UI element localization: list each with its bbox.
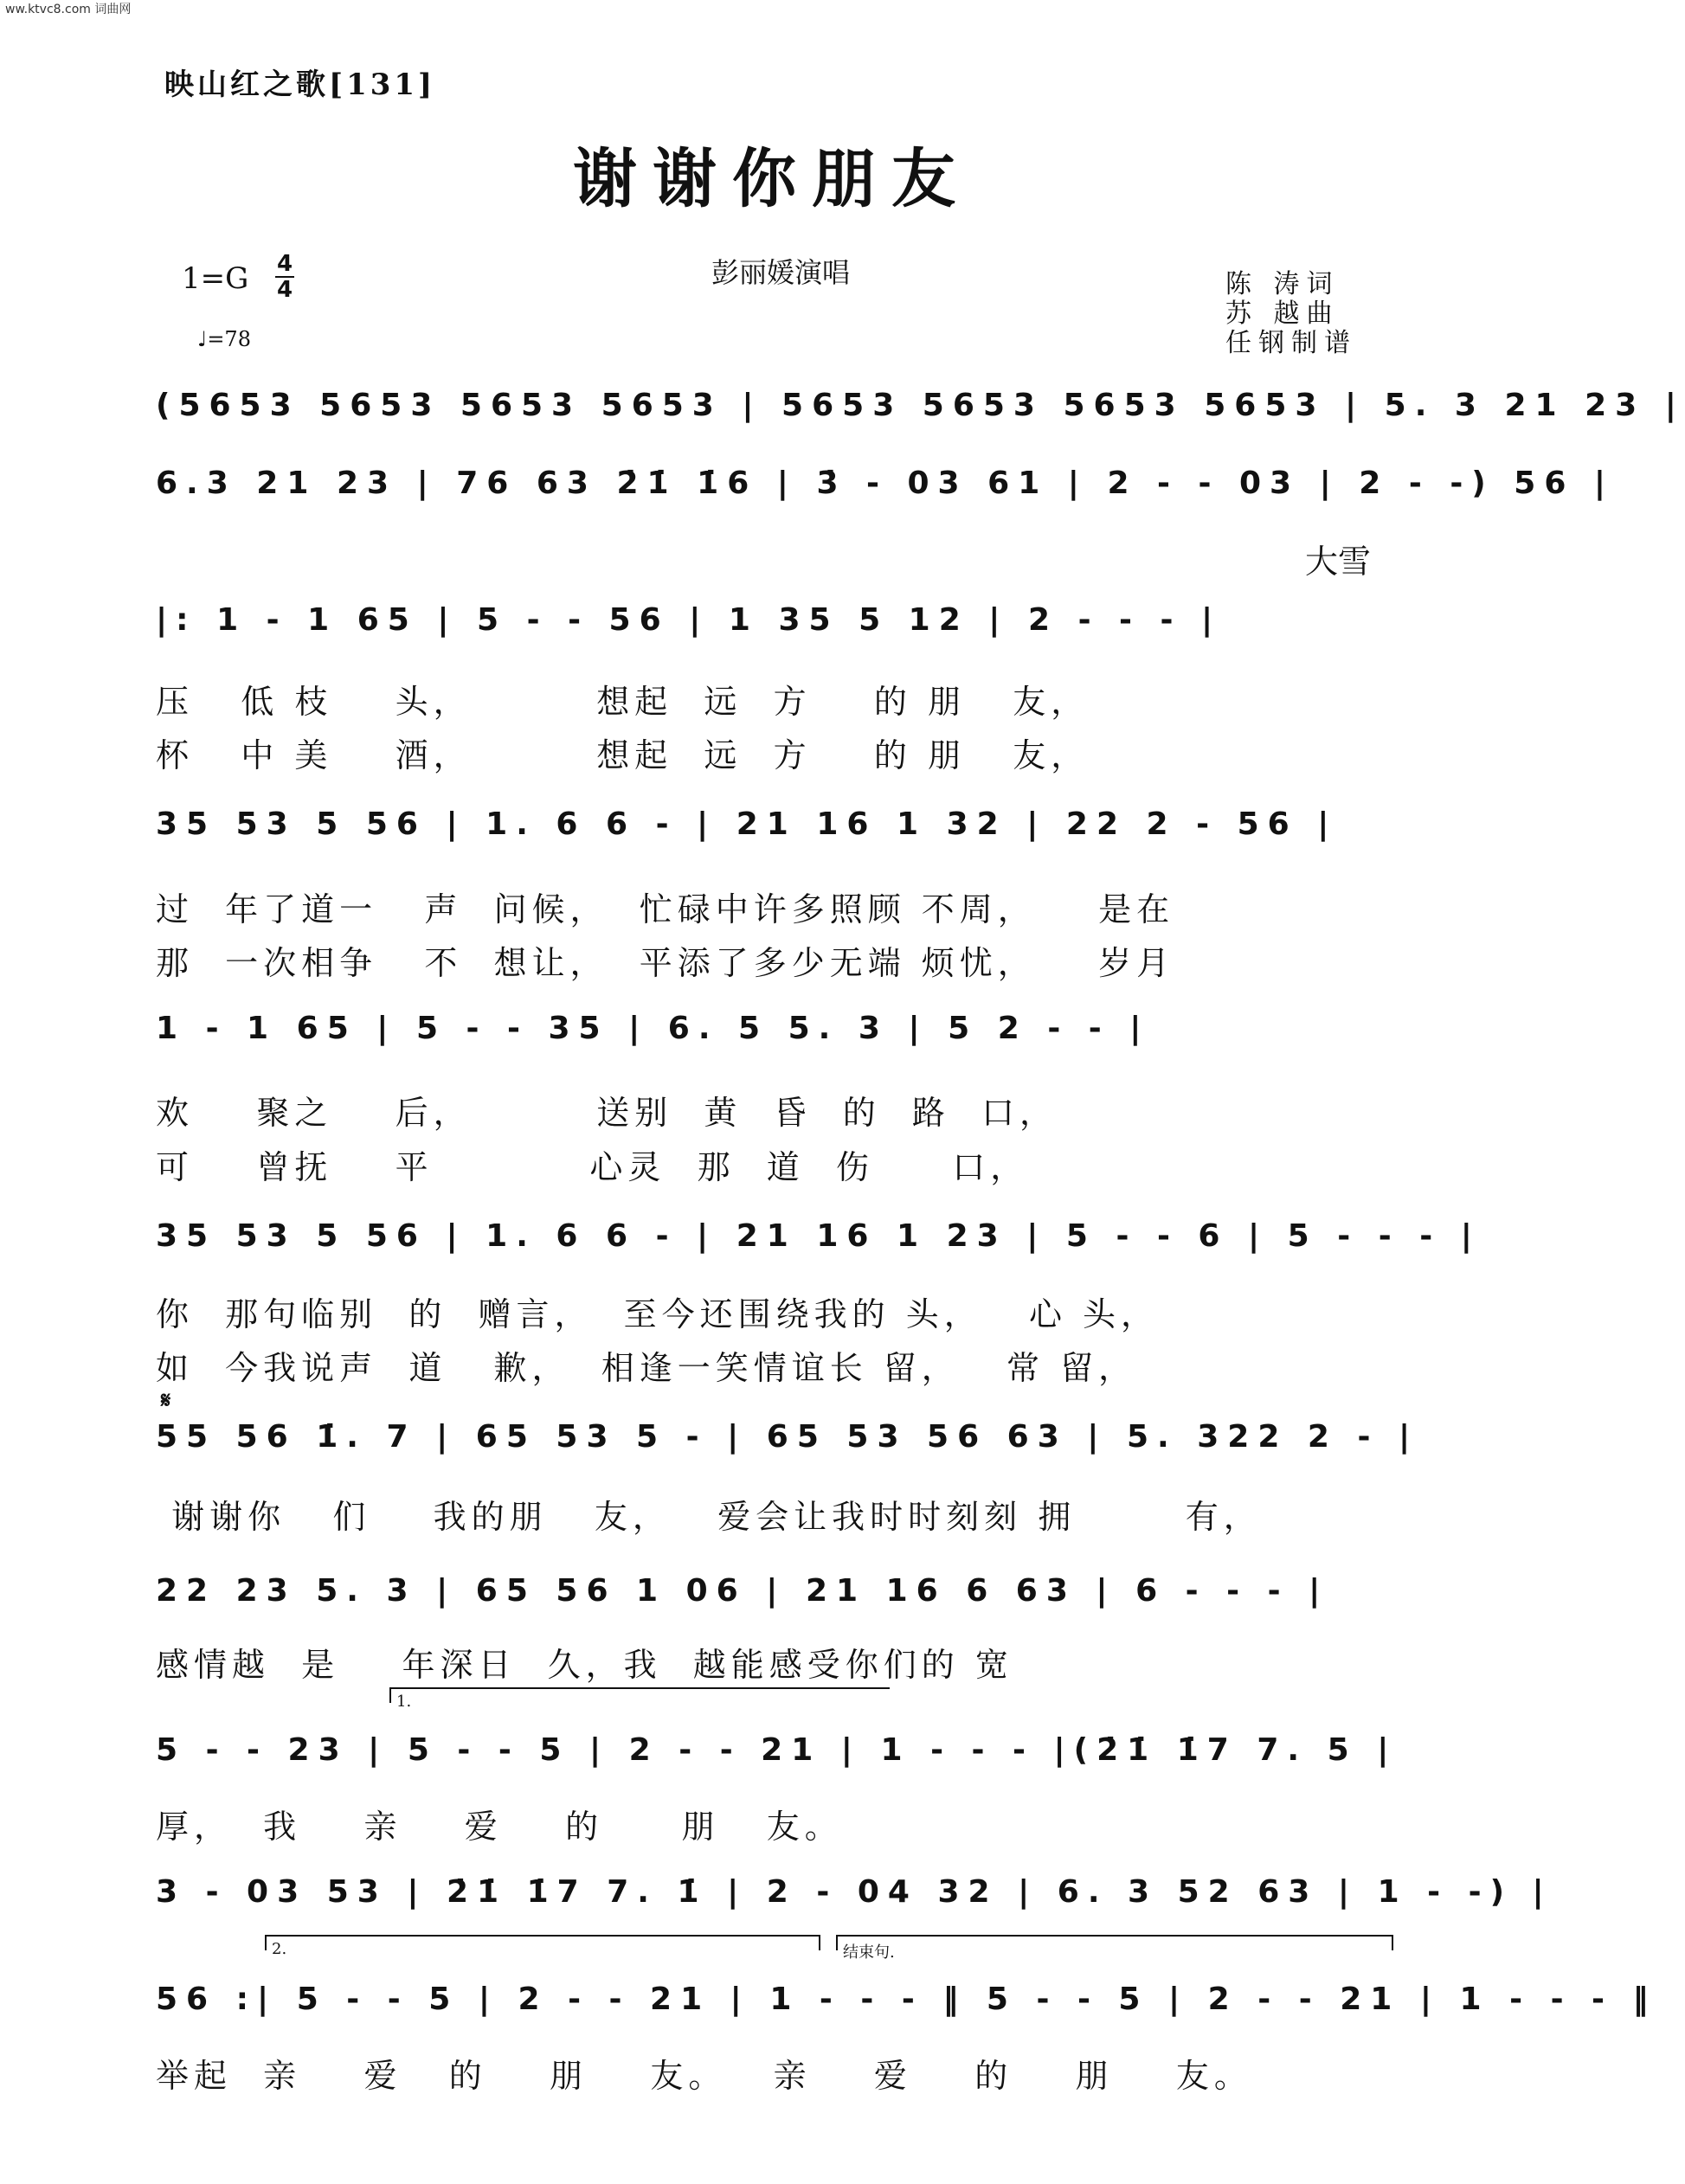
lyric-line: 欢 聚之 后， 送别 黄 昏 的 路 口， [156,1094,1058,1132]
time-sig-top: 4 [276,251,293,277]
key-signature: 1=G [182,261,249,296]
notation-row: 5 - - 23 | 5 - - 5 | 2 - - 21 | 1 - - - |(2̇1̇ 1̇7 7. 5 | [156,1732,1398,1768]
notation-row: (5653 5653 5653 5653 | 5653 5653 5653 5653 | 5. 3 21 23 | [156,388,1685,423]
time-sig-bottom: 4 [276,277,293,303]
composer-credit: 苏 越曲 [1225,299,1340,329]
lyric-line: 那 一次相争 不 想让， 平添了多少无端 烦忧， 岁月 [156,944,1175,982]
lyric-line: 过 年了道一 声 问候， 忙碌中许多照顾 不周， 是在 [156,890,1175,928]
notation-row: 3 - 03 53 | 2̇1̇ 1̇7 7. 1̇ | 2 - 04 32 | 6. 3 52 63 | 1 - -) | [156,1874,1553,1910]
song-title: 谢谢你朋友 [573,142,971,216]
ending-line [836,1935,1393,1937]
lyric-line: 感情越 是 年深日 久，我 越能感受你们的 宽 [156,1646,1013,1684]
lyric-line: 压 低 枝 头， 想起 远 方 的 朋 友， [156,683,1090,721]
site-watermark: ww.ktvc8.com 词曲网 [5,3,132,16]
notation-row: |: 1 - 1 65 | 5 - - 56 | 1 35 5 12 | 2 - - - | [156,602,1222,638]
volta-second-line [265,1935,820,1937]
lyric-line: 厚， 我 亲 爱 的 朋 友。 [156,1808,843,1846]
notation-row: 1 - 1 65 | 5 - - 35 | 6. 5 5. 3 | 5 2 - - | [156,1011,1150,1046]
notation-row: 55 56 1̇. 7 | 65 53 5 - | 65 53 56 63 | 5. 322 2 - | [156,1419,1419,1455]
notation-row: 35 53 5 56 | 1. 6 6 - | 21 16 1 23 | 5 - - 6 | 5 - - - | [156,1218,1481,1254]
series-label: 映山红之歌[131] [164,67,436,102]
lyricist-credit: 陈 涛词 [1225,269,1340,299]
volta-first-line [389,1687,890,1689]
lyric-line: 谢谢你 们 我的朋 友， 爱会让我时时刻刻 拥 有， [156,1498,1262,1536]
volta-first-label: 1. [396,1693,412,1711]
segno-sign: 𝄋 [161,1388,171,1414]
lyric-line: 举起 亲 爱 的 朋 友。 亲 爱 的 朋 友。 [156,2057,1252,2095]
ending-label: 结束句. [843,1943,895,1962]
author-credits [1225,270,1357,358]
notation-row: 56 :| 5 - - 5 | 2 - - 21 | 1 - - - ‖ 5 - - 5 | 2 - - 21 | 1 - - - ‖ [156,1982,1657,2017]
arranger-credit: 任钢制谱 [1225,328,1357,358]
lyric-line: 你 那句临别 的 赠言， 至今还围绕我的 头， 心 头， [156,1295,1160,1333]
notation-row: 6.3 21 23 | 76 63 2̇1̇ 1̇6 | 3̇ - 03 61 | 2 - - 03 | 2 - -) 56 | [156,466,1615,501]
lyric-line: 如 今我说声 道 歉， 相逢一笑情谊长 留， 常 留， [156,1349,1137,1387]
time-signature [275,253,294,301]
cue-label: 大雪 [1305,543,1372,581]
singer-credit: 彭丽媛演唱 [711,256,851,289]
volta-second-label: 2. [272,1940,287,1958]
lyric-line: 可 曾抚 平 心灵 那 道 伤 口， [156,1148,1029,1186]
notation-row: 22 23 5. 3 | 65 56 1 06 | 21 16 6 63 | 6 - - - | [156,1573,1329,1609]
lyric-line: 杯 中 美 酒， 想起 远 方 的 朋 友， [156,736,1090,774]
notation-row: 35 53 5 56 | 1. 6 6 - | 21 16 1 32 | 22 2 - 56 | [156,806,1338,842]
tempo-marking: ♩=78 [197,327,251,351]
